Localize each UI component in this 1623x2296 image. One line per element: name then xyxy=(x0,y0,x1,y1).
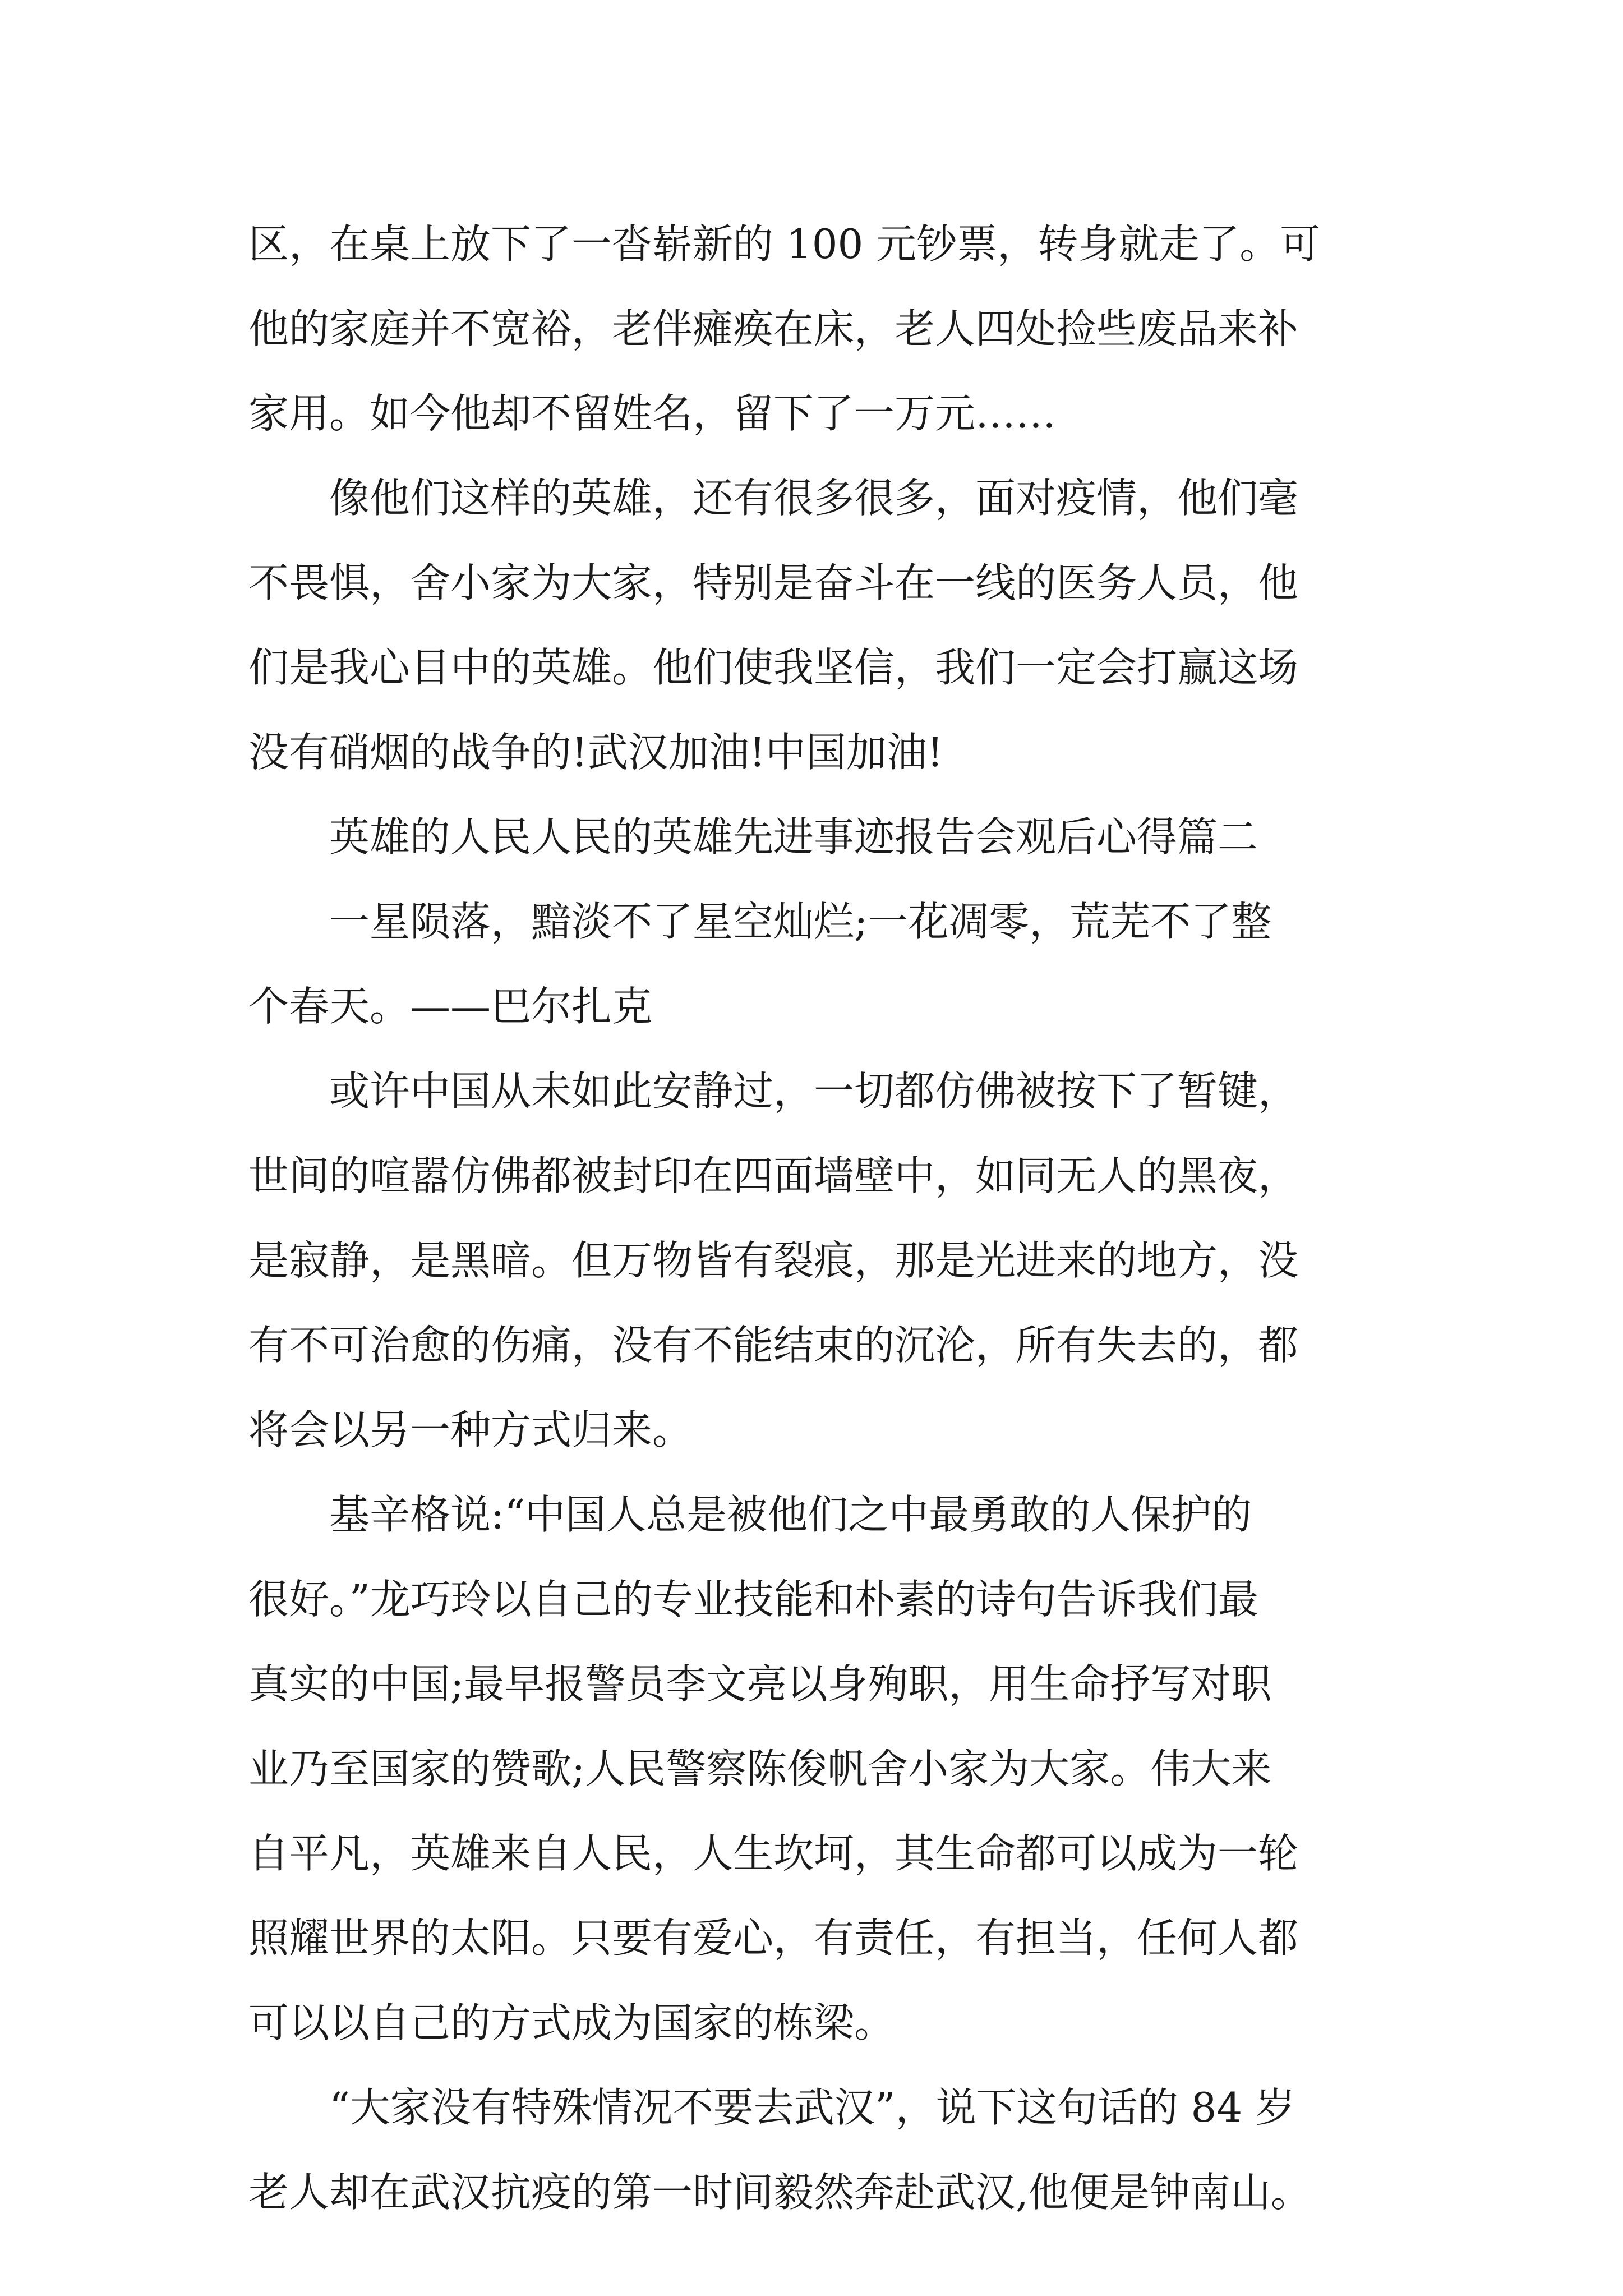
text-line: 不畏惧，舍小家为大家，特别是奋斗在一线的医务人员，他 xyxy=(248,559,1299,606)
text-line: 没有硝烟的战争的!武汉加油!中国加油! xyxy=(248,729,943,776)
document-body xyxy=(248,202,1376,2235)
text-line: 业乃至国家的赞歌;人民警察陈俊帆舍小家为大家。伟大来 xyxy=(248,1745,1272,1792)
text-line: 区，在桌上放下了一沓崭新的 100 元钞票，转身就走了。可 xyxy=(248,220,1321,268)
quote-line: 个春天。——巴尔扎克 xyxy=(248,983,653,1030)
text-line: 老人却在武汉抗疫的第一时间毅然奔赴武汉,他便是钟南山。 xyxy=(248,2169,1311,2216)
text-line: 将会以另一种方式归来。 xyxy=(248,1406,693,1453)
quote-line: 一星陨落，黯淡不了星空灿烂;一花凋零，荒芜不了整 xyxy=(329,898,1272,945)
text-line: 们是我心目中的英雄。他们使我坚信，我们一定会打赢这场 xyxy=(248,644,1299,691)
text-line: 照耀世界的太阳。只要有爱心，有责任，有担当，任何人都 xyxy=(248,1915,1299,1962)
text-line: 有不可治愈的伤痛，没有不能结束的沉沦，所有失去的，都 xyxy=(248,1322,1299,1369)
text-line: 他的家庭并不宽裕，老伴瘫痪在床，老人四处捡些废品来补 xyxy=(248,305,1299,352)
text-line: 很好。”龙巧玲以自己的专业技能和朴素的诗句告诉我们最 xyxy=(248,1576,1258,1623)
text-line: 真实的中国;最早报警员李文亮以身殉职，用生命抒写对职 xyxy=(248,1660,1272,1708)
text-line: 世间的喧嚣仿佛都被封印在四面墙壁中，如同无人的黑夜， xyxy=(248,1152,1299,1199)
text-line: 是寂静，是黑暗。但万物皆有裂痕，那是光进来的地方，没 xyxy=(248,1237,1299,1284)
text-line: 家用。如今他却不留姓名，留下了一万元…… xyxy=(248,390,1057,437)
text-line: 自平凡，英雄来自人民，人生坎坷，其生命都可以成为一轮 xyxy=(248,1830,1299,1877)
paragraph-start-line: 像他们这样的英雄，还有很多很多，面对疫情，他们毫 xyxy=(329,475,1299,522)
text-line: 可以以自己的方式成为国家的栋梁。 xyxy=(248,1999,895,2046)
section-heading: 英雄的人民人民的英雄先进事迹报告会观后心得篇二 xyxy=(329,813,1258,861)
paragraph-start-line: 基辛格说:“中国人总是被他们之中最勇敢的人保护的 xyxy=(329,1491,1252,1538)
paragraph-start-line: “大家没有特殊情况不要去武汉”，说下这句话的 84 岁 xyxy=(329,2084,1296,2131)
paragraph-start-line: 或许中国从未如此安静过，一切都仿佛被按下了暂键， xyxy=(329,1068,1299,1115)
